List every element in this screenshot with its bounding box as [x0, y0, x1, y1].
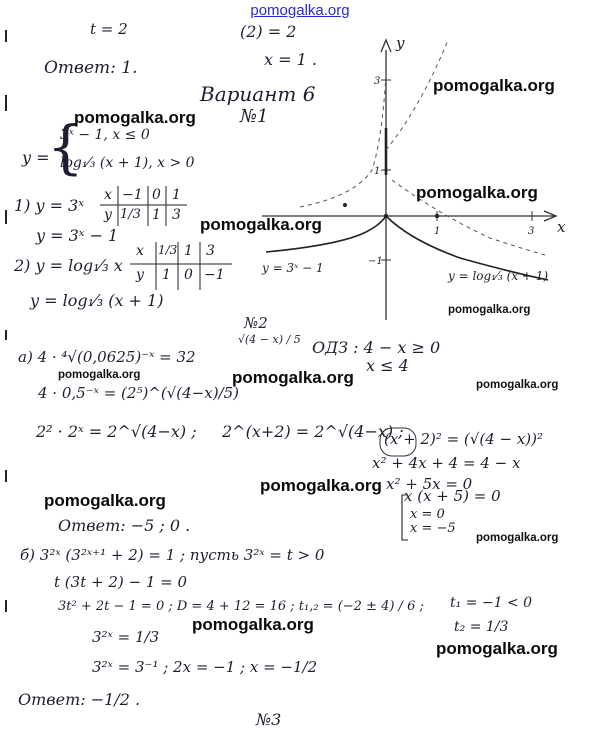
point — [343, 203, 347, 207]
t1-root: t₁ = −1 < 0 — [450, 595, 533, 611]
task-number: №1 — [240, 106, 269, 127]
case-2: log₁⁄₃ (x + 1), x > 0 — [60, 155, 195, 171]
task-2b-line-2: t (3t + 2) − 1 = 0 — [54, 573, 188, 591]
task-2a-line-2: 4 · 0,5⁻ˣ = (2⁵)^(√(4−x)/5) — [38, 384, 240, 402]
system-brace-glyph: { — [47, 113, 84, 181]
t1-cell: 1 — [172, 187, 181, 203]
task-2b-line-6: 3²ˣ = 1/3 — [92, 628, 160, 646]
axis-y-label: y — [396, 34, 405, 52]
t1-cell: 1 — [152, 207, 161, 223]
step-1b: y = 3ˣ − 1 — [36, 226, 119, 245]
helper-curve-exp-upper — [386, 40, 448, 150]
square-line: (x + 2)² = (√(4 − x))² — [384, 430, 544, 448]
t1-cell: 0 — [152, 187, 161, 203]
task-3-number: №3 — [256, 710, 282, 729]
axis-x-label: x — [557, 218, 566, 236]
root-x2: x = −5 — [410, 521, 456, 536]
curve-label-log: y = log₁⁄₃ (x + 1) — [448, 269, 549, 283]
watermark: pomogalka.org — [476, 532, 559, 544]
step-2: 2) y = log₁⁄₃ x — [14, 256, 123, 275]
variant-title: Вариант 6 — [200, 82, 316, 106]
t2-cell: y — [136, 267, 144, 283]
watermark: pomogalka.org — [260, 476, 382, 495]
task-2-title: №2 — [244, 314, 268, 332]
t2-root: t₂ = 1/3 — [454, 619, 509, 635]
step-2b: y = log₁⁄₃ (x + 1) — [30, 291, 164, 310]
t2-cell: 0 — [184, 267, 193, 283]
watermark: pomogalka.org — [436, 639, 558, 658]
site-header[interactable]: pomogalka.org — [250, 2, 350, 19]
answer-a: Ответ: −5 ; 0 . — [58, 516, 191, 535]
t2-cell: 3 — [206, 243, 215, 259]
answer-prev: Ответ: 1. — [44, 58, 138, 78]
roots-line-3: x (x + 5) = 0 — [404, 487, 501, 505]
t2-cell: 1 — [184, 243, 193, 259]
tick-label-x1: 1 — [434, 226, 441, 237]
t2-cell: −1 — [204, 267, 225, 283]
top-fraction: √(4 − x) / 5 — [238, 333, 301, 346]
watermark: pomogalka.org — [232, 368, 354, 387]
watermark: pomogalka.org — [74, 108, 196, 127]
t1-cell: −1 — [122, 187, 143, 203]
watermark: pomogalka.org — [200, 215, 322, 234]
odz-line-2: x ≤ 4 — [366, 356, 409, 375]
point — [435, 214, 439, 218]
equation-line: (2) = 2 — [240, 22, 297, 41]
task-2b-line-3: 3t² + 2t − 1 = 0 ; D = 4 + 12 = 16 ; t₁,₂ = (−2 ± 4) / 6 ; — [58, 599, 424, 614]
watermark: pomogalka.org — [448, 304, 531, 316]
roots-line-1: x² + 4x + 4 = 4 − x — [372, 454, 521, 472]
task-2b-line-1: б) 3²ˣ (3²ˣ⁺¹ + 2) = 1 ; пусть 3²ˣ = t > 0 — [20, 546, 325, 564]
point — [384, 214, 388, 218]
task-2a-line-3b: 2^(x+2) = 2^√(4−x) ; — [222, 422, 404, 441]
task-2b-line-7: 3²ˣ = 3⁻¹ ; 2x = −1 ; x = −1/2 — [92, 658, 318, 676]
tick-label-y3: 3 — [374, 76, 381, 87]
x-value: x = 1 . — [264, 50, 317, 69]
y-equals: y = — [22, 148, 50, 167]
root-x1: x = 0 — [410, 507, 445, 522]
t-value: t = 2 — [90, 20, 128, 38]
watermark: pomogalka.org — [433, 76, 555, 95]
t2-cell: 1/3 — [158, 243, 178, 257]
roots-line-2: x² + 5x = 0 — [386, 475, 473, 493]
t1-cell: x — [104, 187, 112, 203]
watermark: pomogalka.org — [476, 379, 559, 391]
t2-cell: 1 — [162, 267, 171, 283]
t1-cell: 1/3 — [120, 207, 141, 222]
tick-label-x3: 3 — [528, 226, 535, 237]
t1-cell: y — [104, 207, 112, 223]
tick-label-y1: 1 — [374, 166, 381, 177]
watermark: pomogalka.org — [58, 369, 141, 381]
step-1: 1) y = 3ˣ — [14, 196, 84, 215]
odz-line-1: ОДЗ : 4 − x ≥ 0 — [312, 338, 441, 357]
t1-cell: 3 — [172, 207, 181, 223]
case-1: 3ˣ − 1, x ≤ 0 — [60, 127, 150, 143]
watermark: pomogalka.org — [192, 615, 314, 634]
watermark: pomogalka.org — [44, 491, 166, 510]
answer-b: Ответ: −1/2 . — [18, 690, 141, 709]
task-2a-line-3: 2² · 2ˣ = 2^√(4−x) ; — [36, 422, 197, 441]
tick-label-ym1: −1 — [368, 256, 383, 267]
t2-cell: x — [136, 243, 144, 259]
task-2a: a) 4 · ⁴√(0,0625)⁻ˣ = 32 — [18, 348, 196, 366]
watermark: pomogalka.org — [416, 183, 538, 202]
curve-label-exp: y = 3ˣ − 1 — [262, 261, 324, 275]
